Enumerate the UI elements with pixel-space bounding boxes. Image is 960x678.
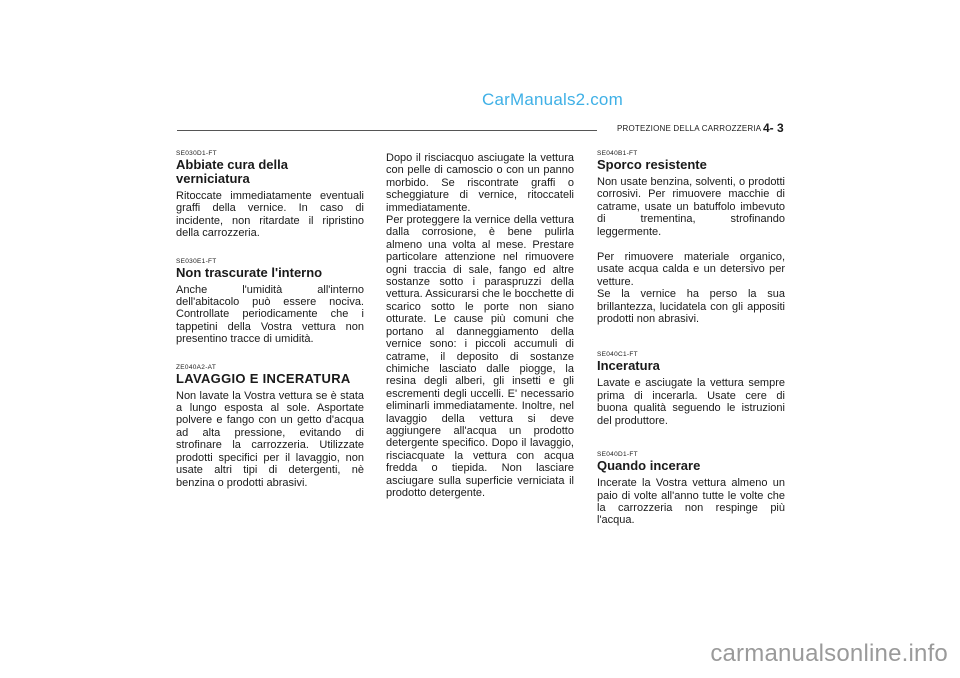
section-body: Non lavate la Vostra vettura se è stata a lungo esposta al sole. Asportate polvere e fango con un getto d'acqua ad alta pressione, evitando di strofinare la carrozzeria. Utilizzate prodotti specifici per il lavaggio, non usate altri tipi di detergenti, nè benzina o prodotti abrasivi.	[176, 389, 364, 489]
section-title: Sporco resistente	[597, 157, 707, 172]
section-stubborn-dirt	[597, 150, 785, 325]
paragraph-protection: Per proteggere la vernice della vettura dalla corrosione, è bene pulirla almeno una volta al mese. Prestare particolare attenzione nel rimuovere ogni traccia di sale, fango ed altre sostanze sotto i paraspruzzi della vettura. Assicurarsi che le bocchette di scarico sotto le porte non siano otturate. Le cause più comuni che portano al danneggiamento della vernice sono: i piccoli accumuli di catrame, il deposito di sostanze chimiche lasciato dalle piogge, la resina degli alberi, gli insetti e gli escrementi degli uccelli. E' necessario eliminarli immediatamente. Inoltre, nel lavaggio della vettura si deve aggiungere all'acqua un prodotto detergente specifico. Dopo il lavaggio, risciacquate la vettura con acqua fredda o tiepida. Non lasciare asciugare sulla superficie verniciata il prodotto detergente.	[386, 214, 574, 499]
section-body: Non usate benzina, solventi, o prodotti corrosivi. Per rimuovere macchie di catrame, usate un batuffolo imbevuto di trementina, strofinando leggermente.	[597, 176, 785, 238]
section-code: SE040C1-FT	[597, 351, 638, 359]
section-when-to-wax	[597, 451, 785, 527]
paragraph-rinse: Dopo il risciacquo asciugate la vettura con pelle di camoscio o con un panno morbido. Se riscontrate graffi o scheggiature di vernice, ritoccateli immediatamente.	[386, 152, 574, 214]
watermark-carmanualsonline: carmanualsonline.info	[710, 640, 948, 667]
section-code: SE040D1-FT	[597, 451, 638, 459]
section-header: PROTEZIONE DELLA CARROZZERIA	[617, 124, 762, 133]
section-body: Ritoccate immediatamente eventuali graffi della vernice. In caso di incidente, non ritardate il ripristino della carrozzeria.	[176, 190, 364, 240]
section-body: Anche l'umidità all'interno dell'abitacolo può essere nociva. Controllate periodicamente che i tappetini della Vostra vettura non presentino tracce di umidità.	[176, 283, 364, 346]
section-code: SE030D1-FT	[176, 150, 217, 157]
section-interior	[176, 258, 364, 346]
section-waxing	[597, 351, 785, 427]
section-title: Non trascurate l'interno	[176, 264, 323, 280]
section-title: Inceratura	[597, 358, 660, 374]
section-paint-care	[176, 150, 364, 240]
header-rule	[177, 130, 597, 131]
section-body: Per rimuovere materiale organico, usate acqua calda e un detersivo per vetture.	[597, 251, 785, 288]
section-code: SE030E1-FT	[176, 257, 217, 265]
section-body: Incerate la Vostra vettura almeno un paio di volte all'anno tutte le volte che la carrozzeria non respinge più l'acqua.	[597, 477, 785, 527]
section-code: ZE040A2-AT	[176, 363, 217, 371]
section-title: Abbiate cura della verniciatura	[176, 157, 288, 186]
section-title: LAVAGGIO E INCERATURA	[176, 370, 351, 386]
section-title: Quando incerare	[597, 458, 701, 474]
section-body: Lavate e asciugate la vettura sempre prima di incerarla. Usate cere di buona qualità seguendo le istruzioni del produttore.	[597, 377, 785, 427]
section-code: SE040B1-FT	[597, 150, 638, 157]
column-right	[597, 150, 785, 543]
section-body: Se la vernice ha perso la sua brillantezza, lucidatela con gli appositi prodotti non abrasivi.	[597, 288, 785, 326]
section-washing-waxing	[176, 364, 364, 489]
column-left	[176, 150, 364, 505]
page-number: 4- 3	[763, 121, 784, 135]
watermark-carmanuals2: CarManuals2.com	[482, 90, 623, 109]
column-middle	[386, 152, 574, 499]
